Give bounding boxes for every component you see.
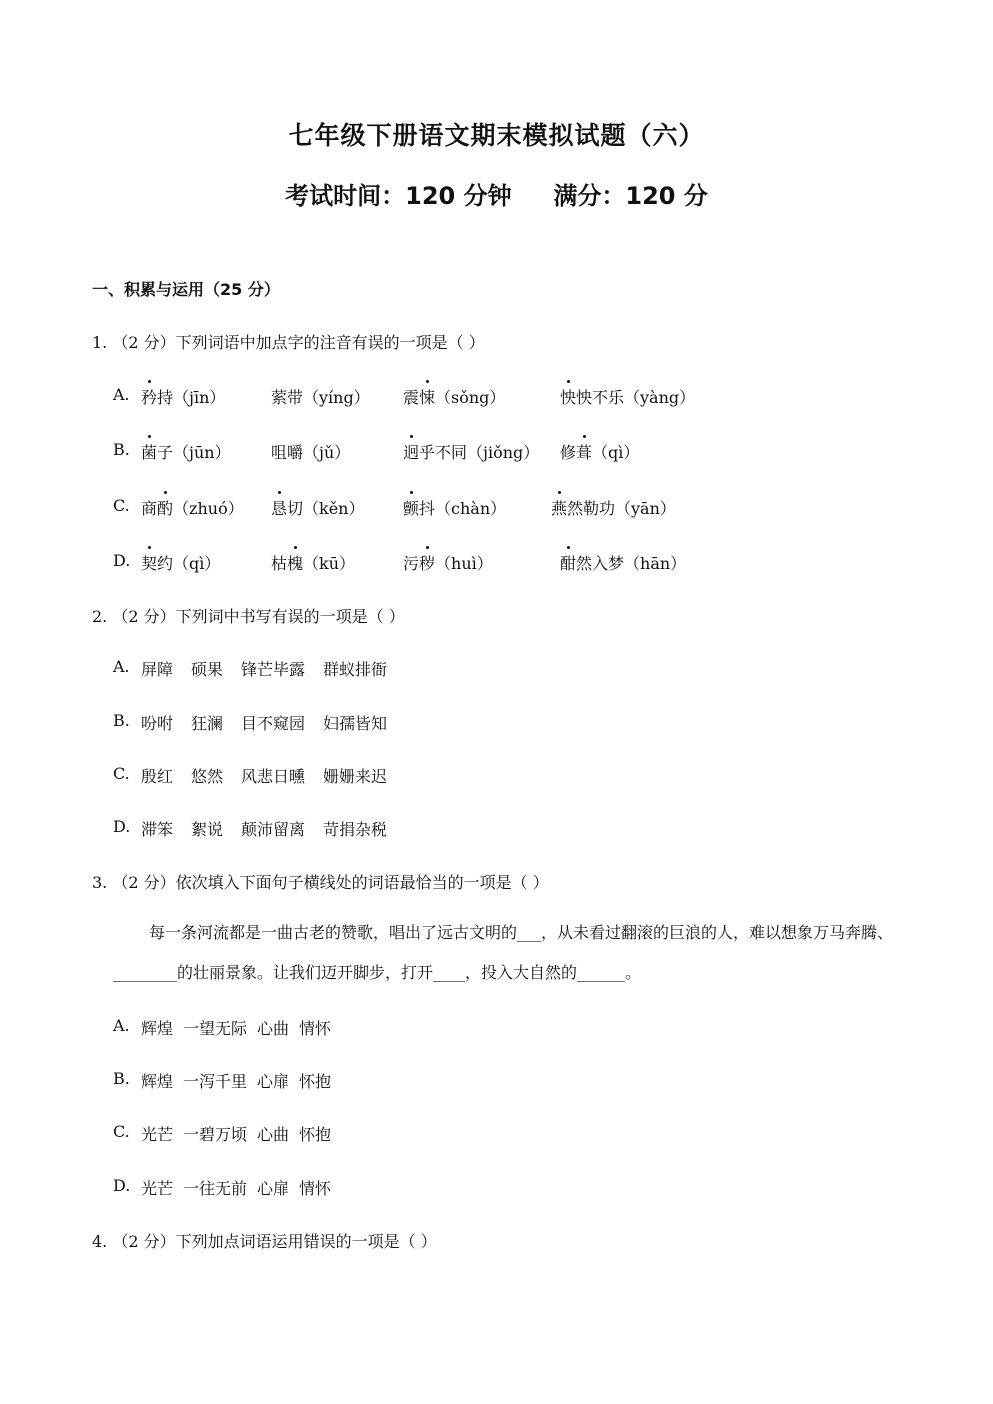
option-label: D. xyxy=(113,551,131,570)
option-term: 修葺（qì） xyxy=(560,440,639,463)
question-1-stem: 1. （2 分）下列词语中加点字的注音有误的一项是（ ） xyxy=(92,333,485,352)
option-words: 辉煌 一望无际 心曲 情怀 xyxy=(141,1019,332,1038)
option-words: 滞笨 絮说 颠沛留离 苛捐杂税 xyxy=(141,820,388,839)
option-words: 光芒 一碧万顷 心曲 怀抱 xyxy=(141,1125,332,1144)
option-label: C. xyxy=(113,764,130,783)
option-term: 颤抖（chàn） xyxy=(403,496,506,519)
option-term: 震悚（sǒng） xyxy=(403,385,505,408)
option-label: C. xyxy=(113,496,130,515)
option-words: 光芒 一往无前 心扉 情怀 xyxy=(141,1179,332,1198)
option-words: 殷红 悠然 风悲日曛 姗姗来迟 xyxy=(141,767,388,786)
question-2-stem: 2. （2 分）下列词中书写有误的一项是（ ） xyxy=(92,607,405,626)
option-term: 迥乎不同（jiǒng） xyxy=(403,440,539,463)
option-words: 辉煌 一泻千里 心扉 怀抱 xyxy=(141,1072,332,1091)
option-term: 污秽（huì） xyxy=(403,551,493,574)
option-term: 契约（qì） xyxy=(141,551,220,574)
option-term: 燕然勒功（yān） xyxy=(551,496,676,519)
option-term: 咀嚼（jǔ） xyxy=(271,443,351,462)
option-words: 屏障 硕果 锋芒毕露 群蚁排衙 xyxy=(141,660,388,679)
question-3-passage: 每一条河流都是一曲古老的赞歌，唱出了远古文明的___，从未看过翻滚的巨浪的人，难以想象万马奔腾、________的壮丽景象。让我们迈开脚步，打开____，投入大自然的______。 xyxy=(113,923,894,982)
option-label: D. xyxy=(113,1176,131,1195)
section-heading: 一、积累与运用（25 分） xyxy=(92,280,280,299)
option-term: 酣然入梦（hān） xyxy=(560,551,686,574)
option-term: 怏怏不乐（yàng） xyxy=(560,385,695,408)
option-term: 枯槐（kū） xyxy=(271,551,355,574)
option-term: 菌子（jūn） xyxy=(141,440,231,463)
question-4-stem: 4. （2 分）下列加点词语运用错误的一项是（ ） xyxy=(92,1232,437,1251)
option-term: 恳切（kěn） xyxy=(271,496,365,519)
option-term: 商酌（zhuó） xyxy=(141,496,244,519)
option-label: A. xyxy=(113,1016,130,1035)
option-label: C. xyxy=(113,1122,130,1141)
option-words: 吩咐 狂澜 目不窥园 妇孺皆知 xyxy=(141,714,388,733)
option-label: D. xyxy=(113,817,131,836)
option-label: B. xyxy=(113,440,130,459)
option-label: A. xyxy=(113,385,130,404)
page-title: 七年级下册语文期末模拟试题（六） xyxy=(288,121,705,150)
option-label: B. xyxy=(113,711,130,730)
option-label: B. xyxy=(113,1069,130,1088)
option-term: 萦带（yíng） xyxy=(271,388,370,407)
option-term: 矜持（jīn） xyxy=(141,385,225,408)
option-label: A. xyxy=(113,657,130,676)
question-3-stem: 3. （2 分）依次填入下面句子横线处的词语最恰当的一项是（ ） xyxy=(92,873,549,892)
page-subtitle: 考试时间：120 分钟 满分：120 分 xyxy=(285,182,708,210)
